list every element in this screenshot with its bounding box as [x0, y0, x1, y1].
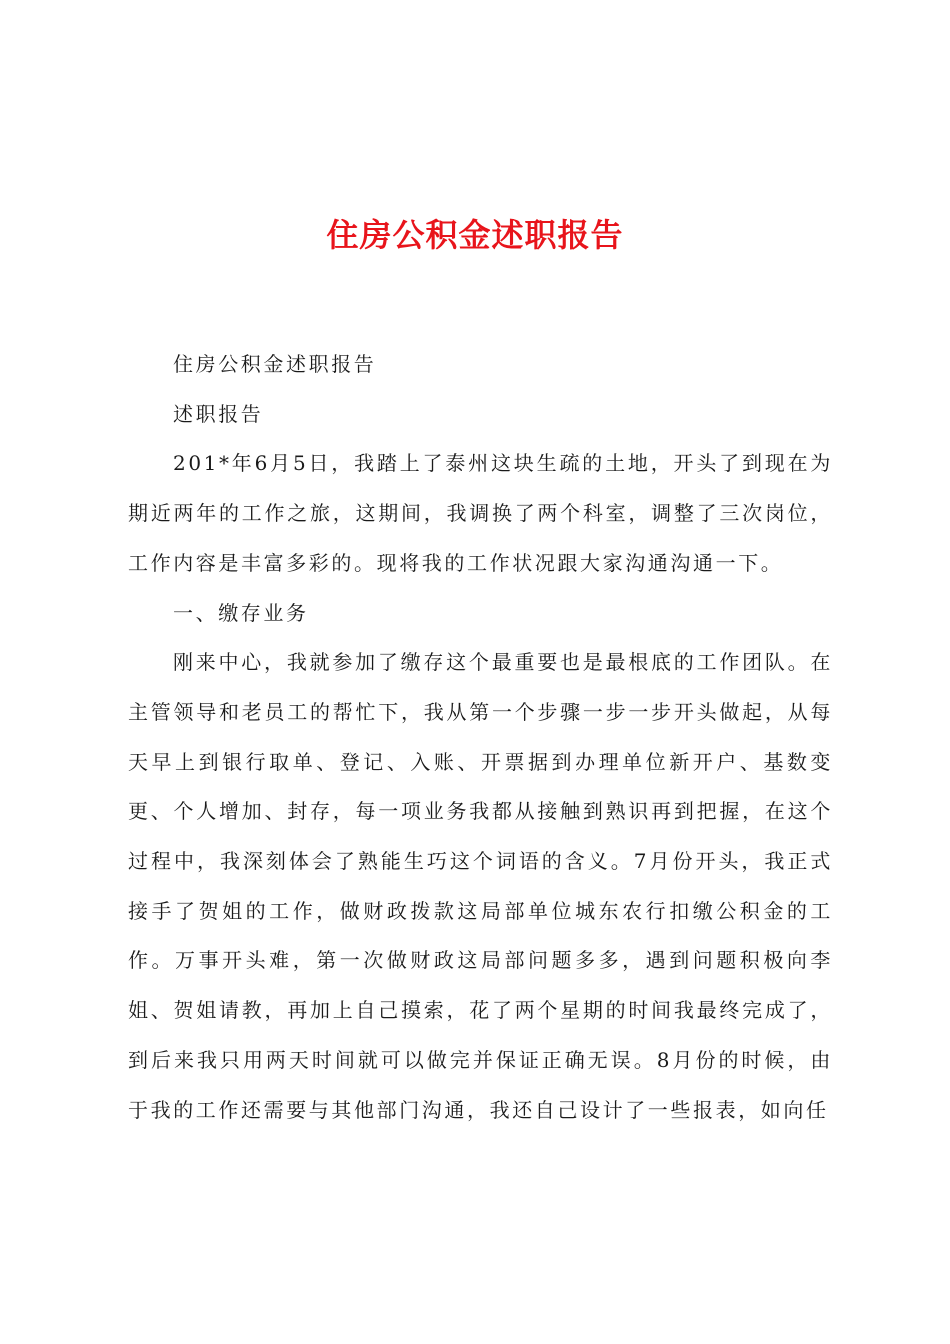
paragraph-report-label: 述职报告 — [173, 401, 264, 426]
paragraph-subtitle: 住房公积金述职报告 — [173, 352, 377, 376]
document-body — [128, 340, 833, 1135]
document-title: 住房公积金述职报告 — [326, 216, 624, 254]
section-heading-deposit: 一、缴存业务 — [173, 600, 309, 625]
paragraph-intro: 201*年6月5日，我踏上了泰州这块生疏的土地，开头了到现在为期近两年的工作之旅，这期间，我调换了两个科室，调整了三次岗位，工作内容是丰富多彩的。现将我的工作状况跟大家沟通沟通一下。 — [128, 451, 833, 575]
paragraph-deposit-work: 刚来中心，我就参加了缴存这个最重要也是最根底的工作团队。在主管领导和老员工的帮忙下，我从第一个步骤一步一步开头做起，从每天早上到银行取单、登记、入账、开票据到办理单位新开户、基数变更、个人增加、封存，每一项业务我都从接触到熟识再到把握，在这个过程中，我深刻体会了熟能生巧这个词语的含义。7月份开头，我正式接手了贺姐的工作，做财政拨款这局部单位城东农行扣缴公积金的工作。万事开头难，第一次做财政这局部问题多多，遇到问题积极向李姐、贺姐请教，再加上自己摸索，花了两个星期的时间我最终完成了，到后来我只用两天时间就可以做完并保证正确无误。8月份的时候，由于我的工作还需要与其他部门沟通，我还自己设计了一些报表，如向任 — [128, 650, 833, 1122]
